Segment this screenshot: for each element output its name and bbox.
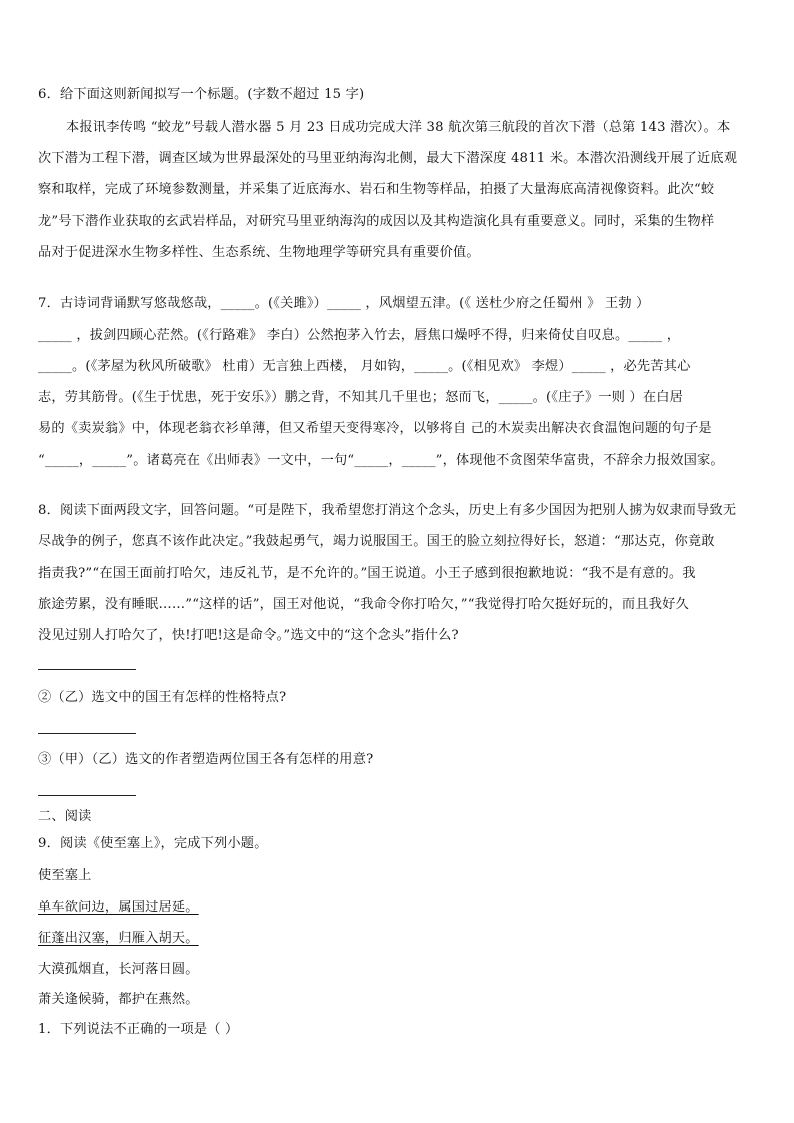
q8-line-1: 8．阅读下面两段文字，回答问题。“可是陛下，我希望您打消这个念头，历史上有多少国因为把别人掳为奴隶而导致无 — [38, 503, 737, 518]
q9-title: 9．阅读《使至塞上》，完成下列小题。 — [38, 836, 268, 851]
q8-sub-3: ③（甲）（乙）选文的作者塑造两位国王各有怎样的用意? — [38, 752, 374, 767]
poem-title: 使至塞上 — [38, 868, 92, 883]
poem-line-4: 萧关逢候骑，都护在燕然。 — [38, 992, 199, 1007]
q7-line-6: “_____，_____”。诸葛亮在《出师表》一文中，一句“_____，_____”，体现他不贪图荣华富贵，不辞余力报效国家。 — [38, 453, 724, 468]
answer-line-2 — [38, 733, 136, 734]
q8-line-2: 尽战争的例子，您真不该作此决定。”我鼓起勇气，竭力说服国王。国王的脸立刻拉得好长，怒道：“那达克，你竟敢 — [38, 534, 715, 549]
answer-line-1 — [38, 669, 136, 670]
section-heading: 二、阅读 — [38, 809, 92, 824]
q8-line-3: 指责我?”“在国王面前打哈欠，违反礼节，是不允许的。”国王说道。小王子感到很抱歉地说：“我不是有意的。我 — [38, 566, 696, 581]
q6-text-line-1: 本报讯李传鸣 “蛟龙”号载人潜水器 5 月 23 日成功完成大洋 38 航次第三航段的首次下潜（总第 143 潜次）。本 — [66, 120, 731, 135]
q6-text-line-4: 龙”号下潜作业获取的玄武岩样品，对研究马里亚纳海沟的成因以及其构造演化具有重要意义。同时，采集的生物样 — [38, 214, 715, 229]
q8-line-4: 旅途劳累，没有睡眠……”“这样的话”，国王对他说，“我命令你打哈欠，”“我觉得打哈欠挺好玩的，而且我好久 — [38, 597, 689, 612]
q9-sub-1: 1．下列说法不正确的一项是（ ） — [38, 1022, 239, 1037]
poem-line-3: 大漠孤烟直，长河落日圆。 — [38, 962, 199, 977]
q8-sub-2: ②（乙）选文中的国王有怎样的性格特点? — [38, 690, 287, 705]
q6-text-line-3: 察和取样，完成了环境参数测量，并采集了近底海水、岩石和生物等样品，拍摄了大量海底高清视像资料。此次“蛟 — [38, 182, 715, 197]
answer-line-3 — [38, 795, 136, 796]
poem-line-1: 单车欲问边，属国过居延。 — [38, 900, 199, 915]
q6-title: 6．给下面这则新闻拟写一个标题。(字数不超过 15 字) — [38, 87, 365, 102]
q7-line-2: _____ ，拔剑四顾心茫然。(《行路难》 李白）公然抱茅入竹去，唇焦口燥呼不得，归来倚仗自叹息。_____ ， — [38, 328, 681, 343]
q6-text-line-5: 品对于促进深水生物多样性、生态系统、生物地理学等研究具有重要价值。 — [38, 245, 480, 260]
q7-line-3: _____。(《茅屋为秋风所破歌》 杜甫）无言独上西楼， 月如钩，_____。(《相见欢》 李煜）_____ ，必先苦其心 — [38, 359, 691, 374]
q8-line-5: 没见过别人打哈欠了，快!打吧!这是命令。”选文中的“这个念头”指什么? — [38, 628, 459, 643]
q7-line-1: 7．古诗词背诵默写悠哉悠哉，_____。(《关雎》）_____ ，风烟望五津。(《 送杜少府之任蜀州 》 王勃 ） — [38, 296, 650, 311]
q7-line-5: 易的《卖炭翁》中，体现老翁衣衫单薄，但又希望天变得寒冷，以够将自 己的木炭卖出解决衣食温饱问题的句子是 — [38, 421, 712, 436]
q6-text-line-2: 次下潜为工程下潜，调查区域为世界最深处的马里亚纳海沟北侧，最大下潜深度 4811 米。本潜次沿测线开展了近底观 — [38, 151, 738, 166]
poem-line-2: 征蓬出汉塞，归雁入胡天。 — [38, 931, 199, 946]
q7-line-4: 志，劳其筋骨。(《生于忧患，死于安乐》）鹏之背，不知其几千里也；怒而飞，_____。(《庄子》一则 ）在白居 — [38, 390, 684, 405]
